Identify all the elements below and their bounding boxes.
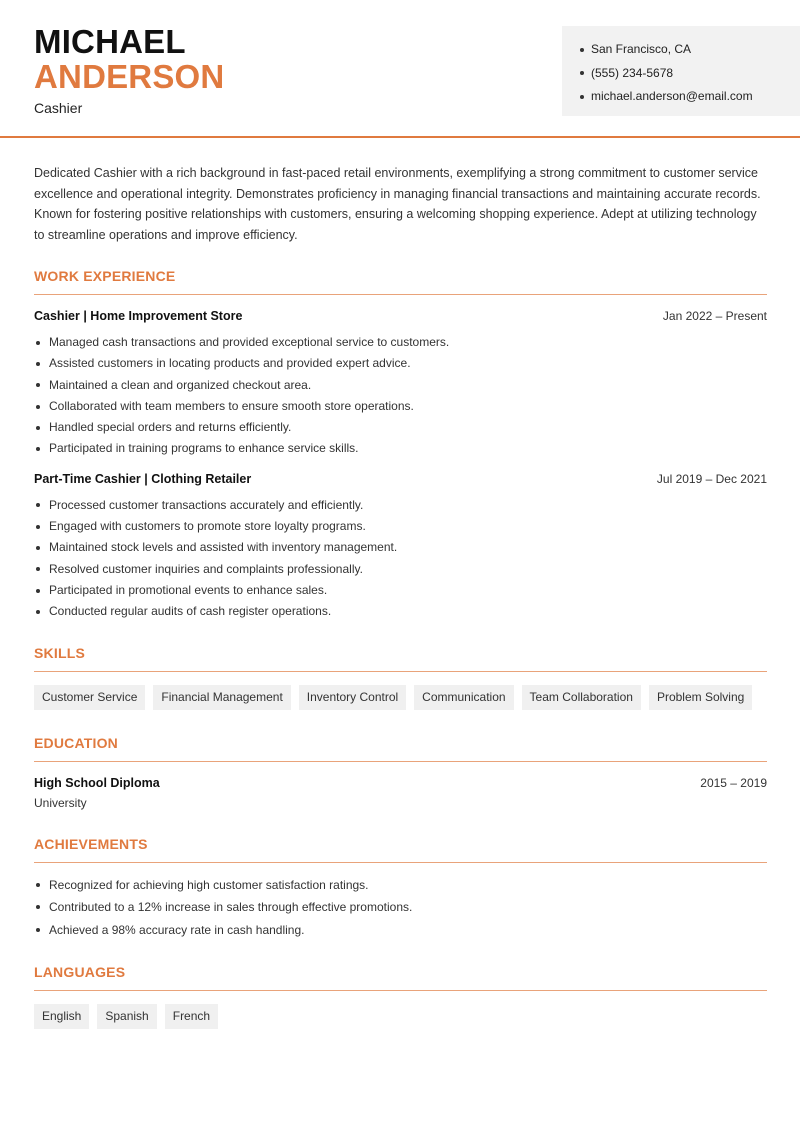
bullet-icon [36,447,40,451]
contact-phone: (555) 234-5678 [580,62,800,86]
language-tags [34,1004,767,1029]
bullet-icon [580,95,584,99]
last-name: ANDERSON [34,58,225,95]
bullet-icon [580,71,584,75]
achievements-section [34,836,767,942]
bullet-icon [36,567,40,571]
section-title-achievements: ACHIEVEMENTS [34,836,767,863]
list-item: Contributed to a 12% increase in sales through effective promotions. [34,896,767,919]
job-date: Jan 2022 – Present [662,309,767,323]
job-role: Part-Time Cashier | Clothing Retailer [34,471,252,486]
list-item: Managed cash transactions and provided exceptional service to customers. [34,332,767,353]
contact-box [562,26,800,116]
section-title-education: EDUCATION [34,735,767,762]
list-item: Engaged with customers to promote store loyalty programs. [34,516,767,537]
bullet-icon [36,883,40,887]
bullet-icon [36,341,40,345]
degree-name: High School Diploma [34,775,160,790]
list-item: Handled special orders and returns efficiently. [34,417,767,438]
contact-location: San Francisco, CA [580,38,800,62]
work-experience-section [34,268,767,623]
achievement-bullets [34,874,767,942]
job-entry [34,472,767,623]
education-section [34,735,767,810]
bullet-icon [36,905,40,909]
skill-tag: Inventory Control [299,685,406,710]
bullet-icon [36,610,40,614]
job-date: Jul 2019 – Dec 2021 [656,471,767,486]
language-tag: French [165,1004,218,1029]
resume-body [34,163,767,1029]
skill-tag: Communication [414,685,513,710]
section-title-work: WORK EXPERIENCE [34,268,767,295]
list-item: Maintained stock levels and assisted with inventory management. [34,537,767,558]
skill-tag: Team Collaboration [522,685,641,710]
skill-tag: Financial Management [153,685,290,710]
bullet-icon [36,405,40,409]
list-item: Collaborated with team members to ensure smooth store operations. [34,396,767,417]
languages-section [34,964,767,1029]
list-item: Participated in promotional events to enhance sales. [34,580,767,601]
job-entry [34,309,767,460]
language-tag: Spanish [97,1004,156,1029]
list-item: Conducted regular audits of cash register operations. [34,601,767,622]
bullet-icon [36,503,40,507]
bullet-icon [36,362,40,366]
skill-tag: Customer Service [34,685,145,710]
resume-header [0,0,800,138]
list-item: Participated in training programs to enhance service skills. [34,438,767,459]
first-name: MICHAEL [34,23,186,60]
list-item: Achieved a 98% accuracy rate in cash handling. [34,919,767,942]
bullet-icon [580,48,584,52]
language-tag: English [34,1004,89,1029]
list-item: Assisted customers in locating products and provided expert advice. [34,353,767,374]
skills-section [34,645,767,710]
bullet-icon [36,928,40,932]
section-title-skills: SKILLS [34,645,767,672]
education-entry [34,776,767,810]
bullet-icon [36,426,40,430]
skill-tags [34,685,767,710]
list-item: Maintained a clean and organized checkout area. [34,375,767,396]
job-role: Cashier | Home Improvement Store [34,309,243,323]
bullet-icon [36,589,40,593]
job-bullets [34,495,767,623]
bullet-icon [36,546,40,550]
job-bullets [34,332,767,460]
education-date: 2015 – 2019 [700,775,767,790]
list-item: Resolved customer inquiries and complaints professionally. [34,559,767,580]
list-item: Processed customer transactions accurately and efficiently. [34,495,767,516]
full-name [34,24,224,94]
section-title-languages: LANGUAGES [34,964,767,991]
list-item: Recognized for achieving high customer satisfaction ratings. [34,874,767,897]
bullet-icon [36,383,40,387]
bullet-icon [36,525,40,529]
contact-email[interactable]: michael.anderson@email.com [580,85,800,109]
job-title: Cashier [34,100,83,116]
skill-tag: Problem Solving [649,685,752,710]
school-name: University [34,795,87,810]
summary-text: Dedicated Cashier with a rich background in fast-paced retail environments, exemplifying a strong commitment to customer service excellence and operational integrity. Demonstrates proficiency in managing financial transactions and maintaining accurate records. Known for fostering positive relationships with customers, ensuring a welcoming shopping experience. Adept at utilizing technology to streamline operations and improve efficiency. [34,166,761,242]
